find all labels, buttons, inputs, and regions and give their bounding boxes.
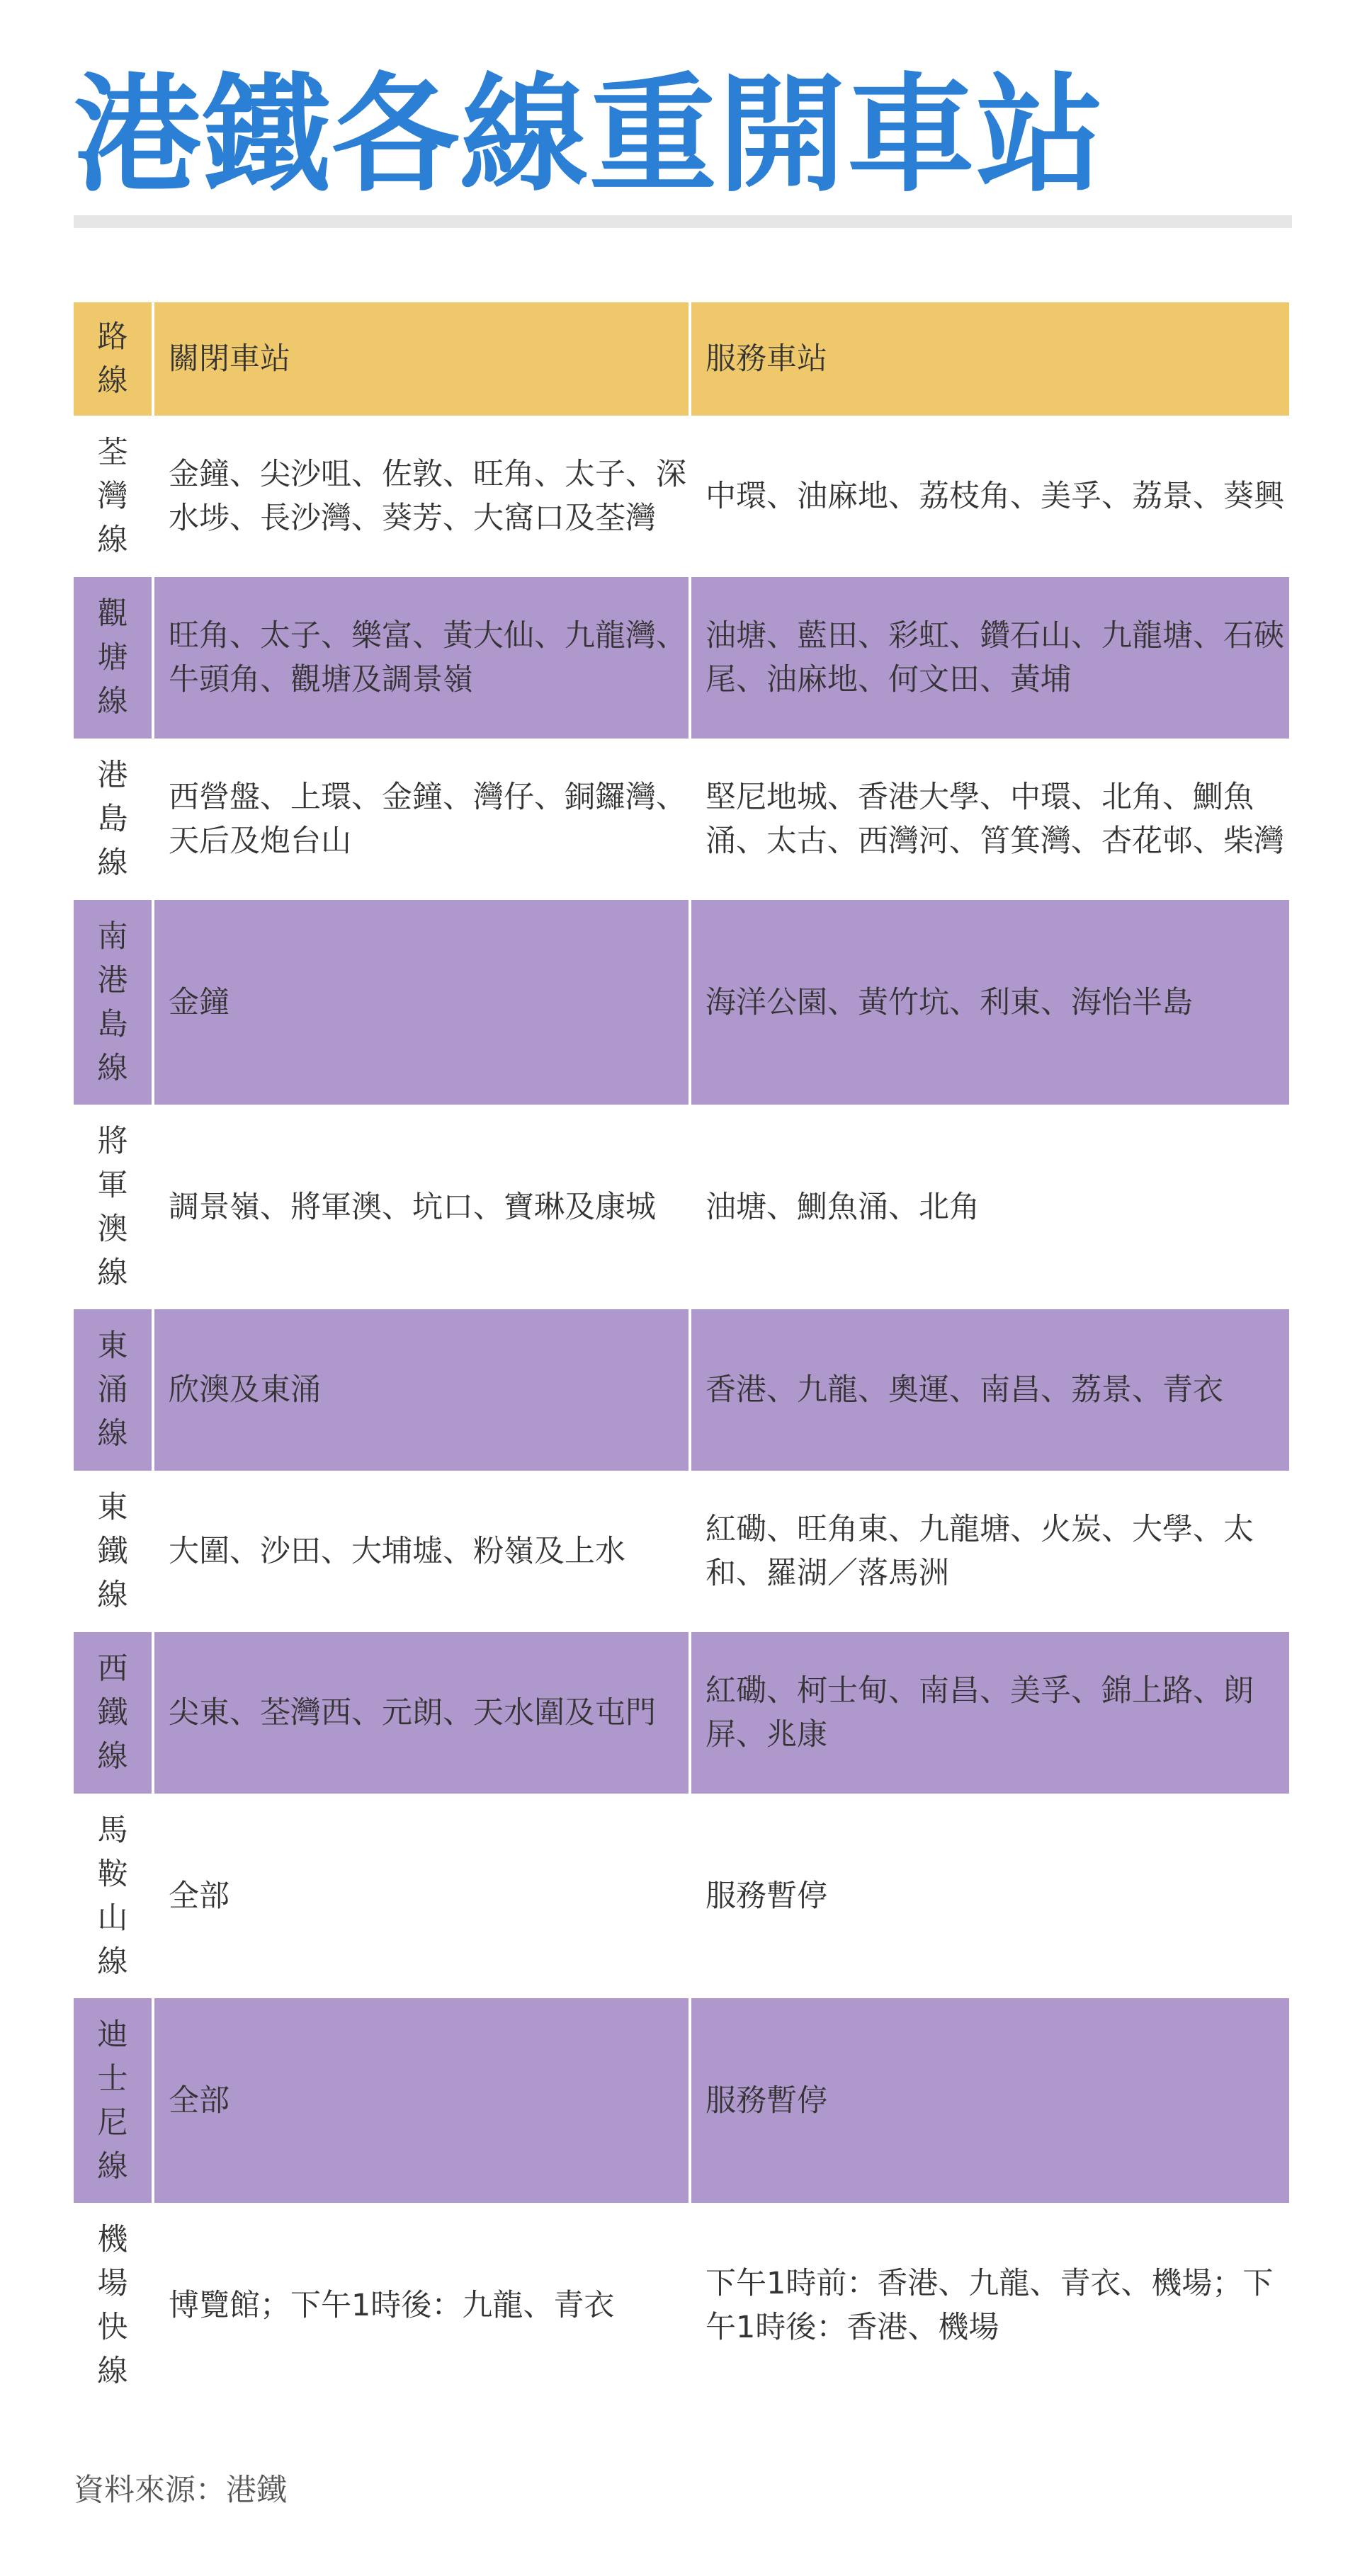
closed-stations-cell: 金鐘、尖沙咀、佐敦、旺角、太子、深水埗、長沙灣、葵芳、大窩口及荃灣 [153, 416, 690, 577]
open-stations-cell: 香港、九龍、奧運、南昌、荔景、青衣 [690, 1309, 1289, 1471]
open-stations-cell: 油塘、藍田、彩虹、鑽石山、九龍塘、石硤尾、油麻地、何文田、黃埔 [690, 577, 1289, 739]
station-table [74, 302, 1289, 2407]
table-row [74, 1105, 1289, 1309]
line-name-cell: 東鐵線 [97, 1490, 128, 1613]
table-row [74, 900, 1289, 1105]
closed-stations-cell: 全部 [153, 1998, 690, 2203]
table-header-row [74, 302, 1289, 416]
line-name-cell: 觀塘線 [97, 596, 128, 719]
closed-stations-cell: 尖東、荃灣西、元朗、天水圍及屯門 [153, 1632, 690, 1794]
line-name-cell: 南港島線 [97, 918, 128, 1086]
open-stations-cell: 海洋公園、黃竹坑、利東、海怡半島 [690, 900, 1289, 1105]
table-row [74, 1998, 1289, 2203]
table-row [74, 1794, 1289, 1998]
line-name-cell: 西鐵線 [97, 1651, 128, 1774]
line-name-cell: 迪士尼線 [97, 2017, 128, 2184]
column-header-line: 路線 [97, 319, 128, 399]
line-name-cell: 機場快線 [97, 2221, 128, 2389]
closed-stations-cell: 全部 [153, 1794, 690, 1998]
closed-stations-cell: 欣澳及東涌 [153, 1309, 690, 1471]
line-name-cell: 東涌線 [97, 1328, 128, 1452]
table-row [74, 1309, 1289, 1471]
open-stations-cell: 服務暫停 [690, 1998, 1289, 2203]
line-name-cell: 馬鞍山線 [97, 1812, 128, 1980]
title-divider [74, 215, 1292, 228]
closed-stations-cell: 金鐘 [153, 900, 690, 1105]
line-name-cell: 將軍澳線 [97, 1123, 128, 1291]
table-row [74, 1471, 1289, 1632]
closed-stations-cell: 大圍、沙田、大埔墟、粉嶺及上水 [153, 1471, 690, 1632]
open-stations-cell: 油塘、鰂魚涌、北角 [690, 1105, 1289, 1309]
table-row [74, 577, 1289, 739]
source-note: 資料來源：港鐵 [74, 2473, 287, 2508]
table-row [74, 1632, 1289, 1794]
table-row [74, 739, 1289, 900]
open-stations-cell: 紅磡、柯士甸、南昌、美孚、錦上路、朗屏、兆康 [690, 1632, 1289, 1794]
line-name-cell: 港島線 [97, 758, 128, 881]
open-stations-cell: 中環、油麻地、荔枝角、美孚、荔景、葵興 [690, 416, 1289, 577]
line-name-cell: 荃灣線 [97, 435, 128, 558]
open-stations-cell: 紅磡、旺角東、九龍塘、火炭、大學、太和、羅湖／落馬洲 [690, 1471, 1289, 1632]
closed-stations-cell: 調景嶺、將軍澳、坑口、寶琳及康城 [153, 1105, 690, 1309]
open-stations-cell: 服務暫停 [690, 1794, 1289, 1998]
table-row [74, 416, 1289, 577]
open-stations-cell: 下午1時前：香港、九龍、青衣、機場；下午1時後：香港、機場 [690, 2203, 1289, 2407]
closed-stations-cell: 西營盤、上環、金鐘、灣仔、銅鑼灣、天后及炮台山 [153, 739, 690, 900]
page-title: 港鐵各線重開車站 [74, 62, 1106, 210]
table-row [74, 2203, 1289, 2407]
closed-stations-cell: 旺角、太子、樂富、黃大仙、九龍灣、牛頭角、觀塘及調景嶺 [153, 577, 690, 739]
open-stations-cell: 堅尼地城、香港大學、中環、北角、鰂魚涌、太古、西灣河、筲箕灣、杏花邨、柴灣 [690, 739, 1289, 900]
column-header-open: 服務車站 [690, 302, 1289, 416]
column-header-closed: 關閉車站 [153, 302, 690, 416]
closed-stations-cell: 博覽館；下午1時後：九龍、青衣 [153, 2203, 690, 2407]
